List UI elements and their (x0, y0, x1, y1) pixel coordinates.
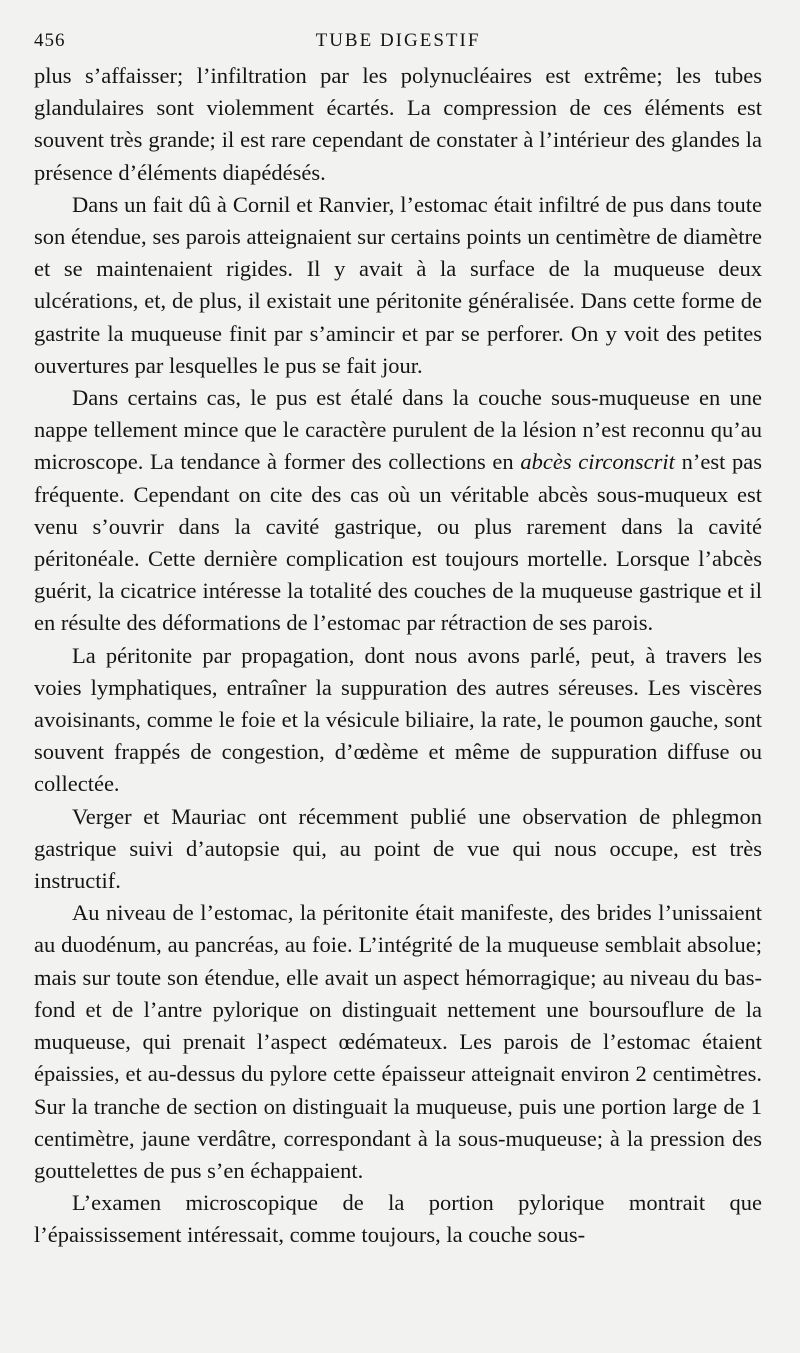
paragraph-7: L’examen microscopique de la portion pylorique montrait que l’épaississement intéressait, comme toujours, la couche sous- (34, 1190, 762, 1248)
paragraph-2: Dans un fait dû à Cornil et Ranvier, l’estomac était infiltré de pus dans toute son étendue, ses parois atteignaient sur certains points un centimètre de diamètre et se maintenaient rigides. Il y avait à la surface de la muqueuse deux ulcérations, et, de plus, il existait une péritonite généralisée. Dans cette forme de gastrite la muqueuse finit par s’amincir et par se perforer. On y voit des petites ouvertures par lesquelles le pus se fait jour. (34, 191, 762, 378)
running-head (34, 20, 762, 60)
running-title: TUBE DIGESTIF (315, 30, 481, 51)
paragraph-3 (34, 382, 762, 640)
body-text (34, 60, 762, 1252)
paragraph-4: La péritonite par propagation, dont nous avons parlé, peut, à travers les voies lymphatiques, entraîner la suppuration des autres séreuses. Les viscères avoisinants, comme le foie et la vésicule biliaire, la rate, le poumon gauche, sont souvent frappés de congestion, d’œdème et même de suppuration diffuse ou collectée. (34, 642, 762, 797)
paragraph-5: Verger et Mauriac ont récemment publié une observation de phlegmon gastrique suivi d’autopsie qui, au point de vue qui nous occupe, est très instructif. (34, 803, 762, 894)
paragraph-6: Au niveau de l’estomac, la péritonite était manifeste, des brides l’unissaient au duodénum, au pancréas, au foie. L’intégrité de la muqueuse semblait absolue; mais sur toute son étendue, elle avait un aspect hémorragique; au niveau du bas-fond et de l’antre pylorique on distinguait nettement une boursouflure de la muqueuse, qui prenait l’aspect œdémateux. Les parois de l’estomac étaient épaissies, et au-dessus du pylore cette épaisseur atteignait environ 2 centimètres. Sur la tranche de section on distinguait la muqueuse, puis une portion large de 1 centimètre, jaune verdâtre, correspondant à la sous-muqueuse; à la pression des gouttelettes de pus s’en échappaient. (34, 900, 762, 1183)
paragraph-3-text-before: Dans certains cas, le pus est étalé dans la couche sous-muqueuse en une nappe tellement mince que le caractère purulent de la lésion n’est reconnu qu’au microscope. La tendance à former des collections en (34, 385, 762, 475)
page-number: 456 (34, 30, 66, 51)
paragraph-1: plus s’affaisser; l’infiltration par les polynucléaires est extrême; les tubes glandulaires sont violemment écartés. La compression de ces éléments est souvent très grande; il est rare cependant de constater à l’intérieur des glandes la présence d’éléments diapédésés. (34, 63, 762, 185)
paragraph-3-text-after: n’est pas fréquente. Cependant on cite des cas où un véritable abcès sous-muqueux est venu s’ouvrir dans la cavité gastrique, ou plus rarement dans la cavité péritonéale. Cette dernière complication est toujours mortelle. Lorsque l’abcès guérit, la cicatrice intéresse la totalité des couches de la muqueuse gastrique et il en résulte des déformations de l’estomac par rétraction de ses parois. (34, 449, 762, 636)
paragraph-3-italic-term: abcès circonscrit (520, 449, 675, 475)
